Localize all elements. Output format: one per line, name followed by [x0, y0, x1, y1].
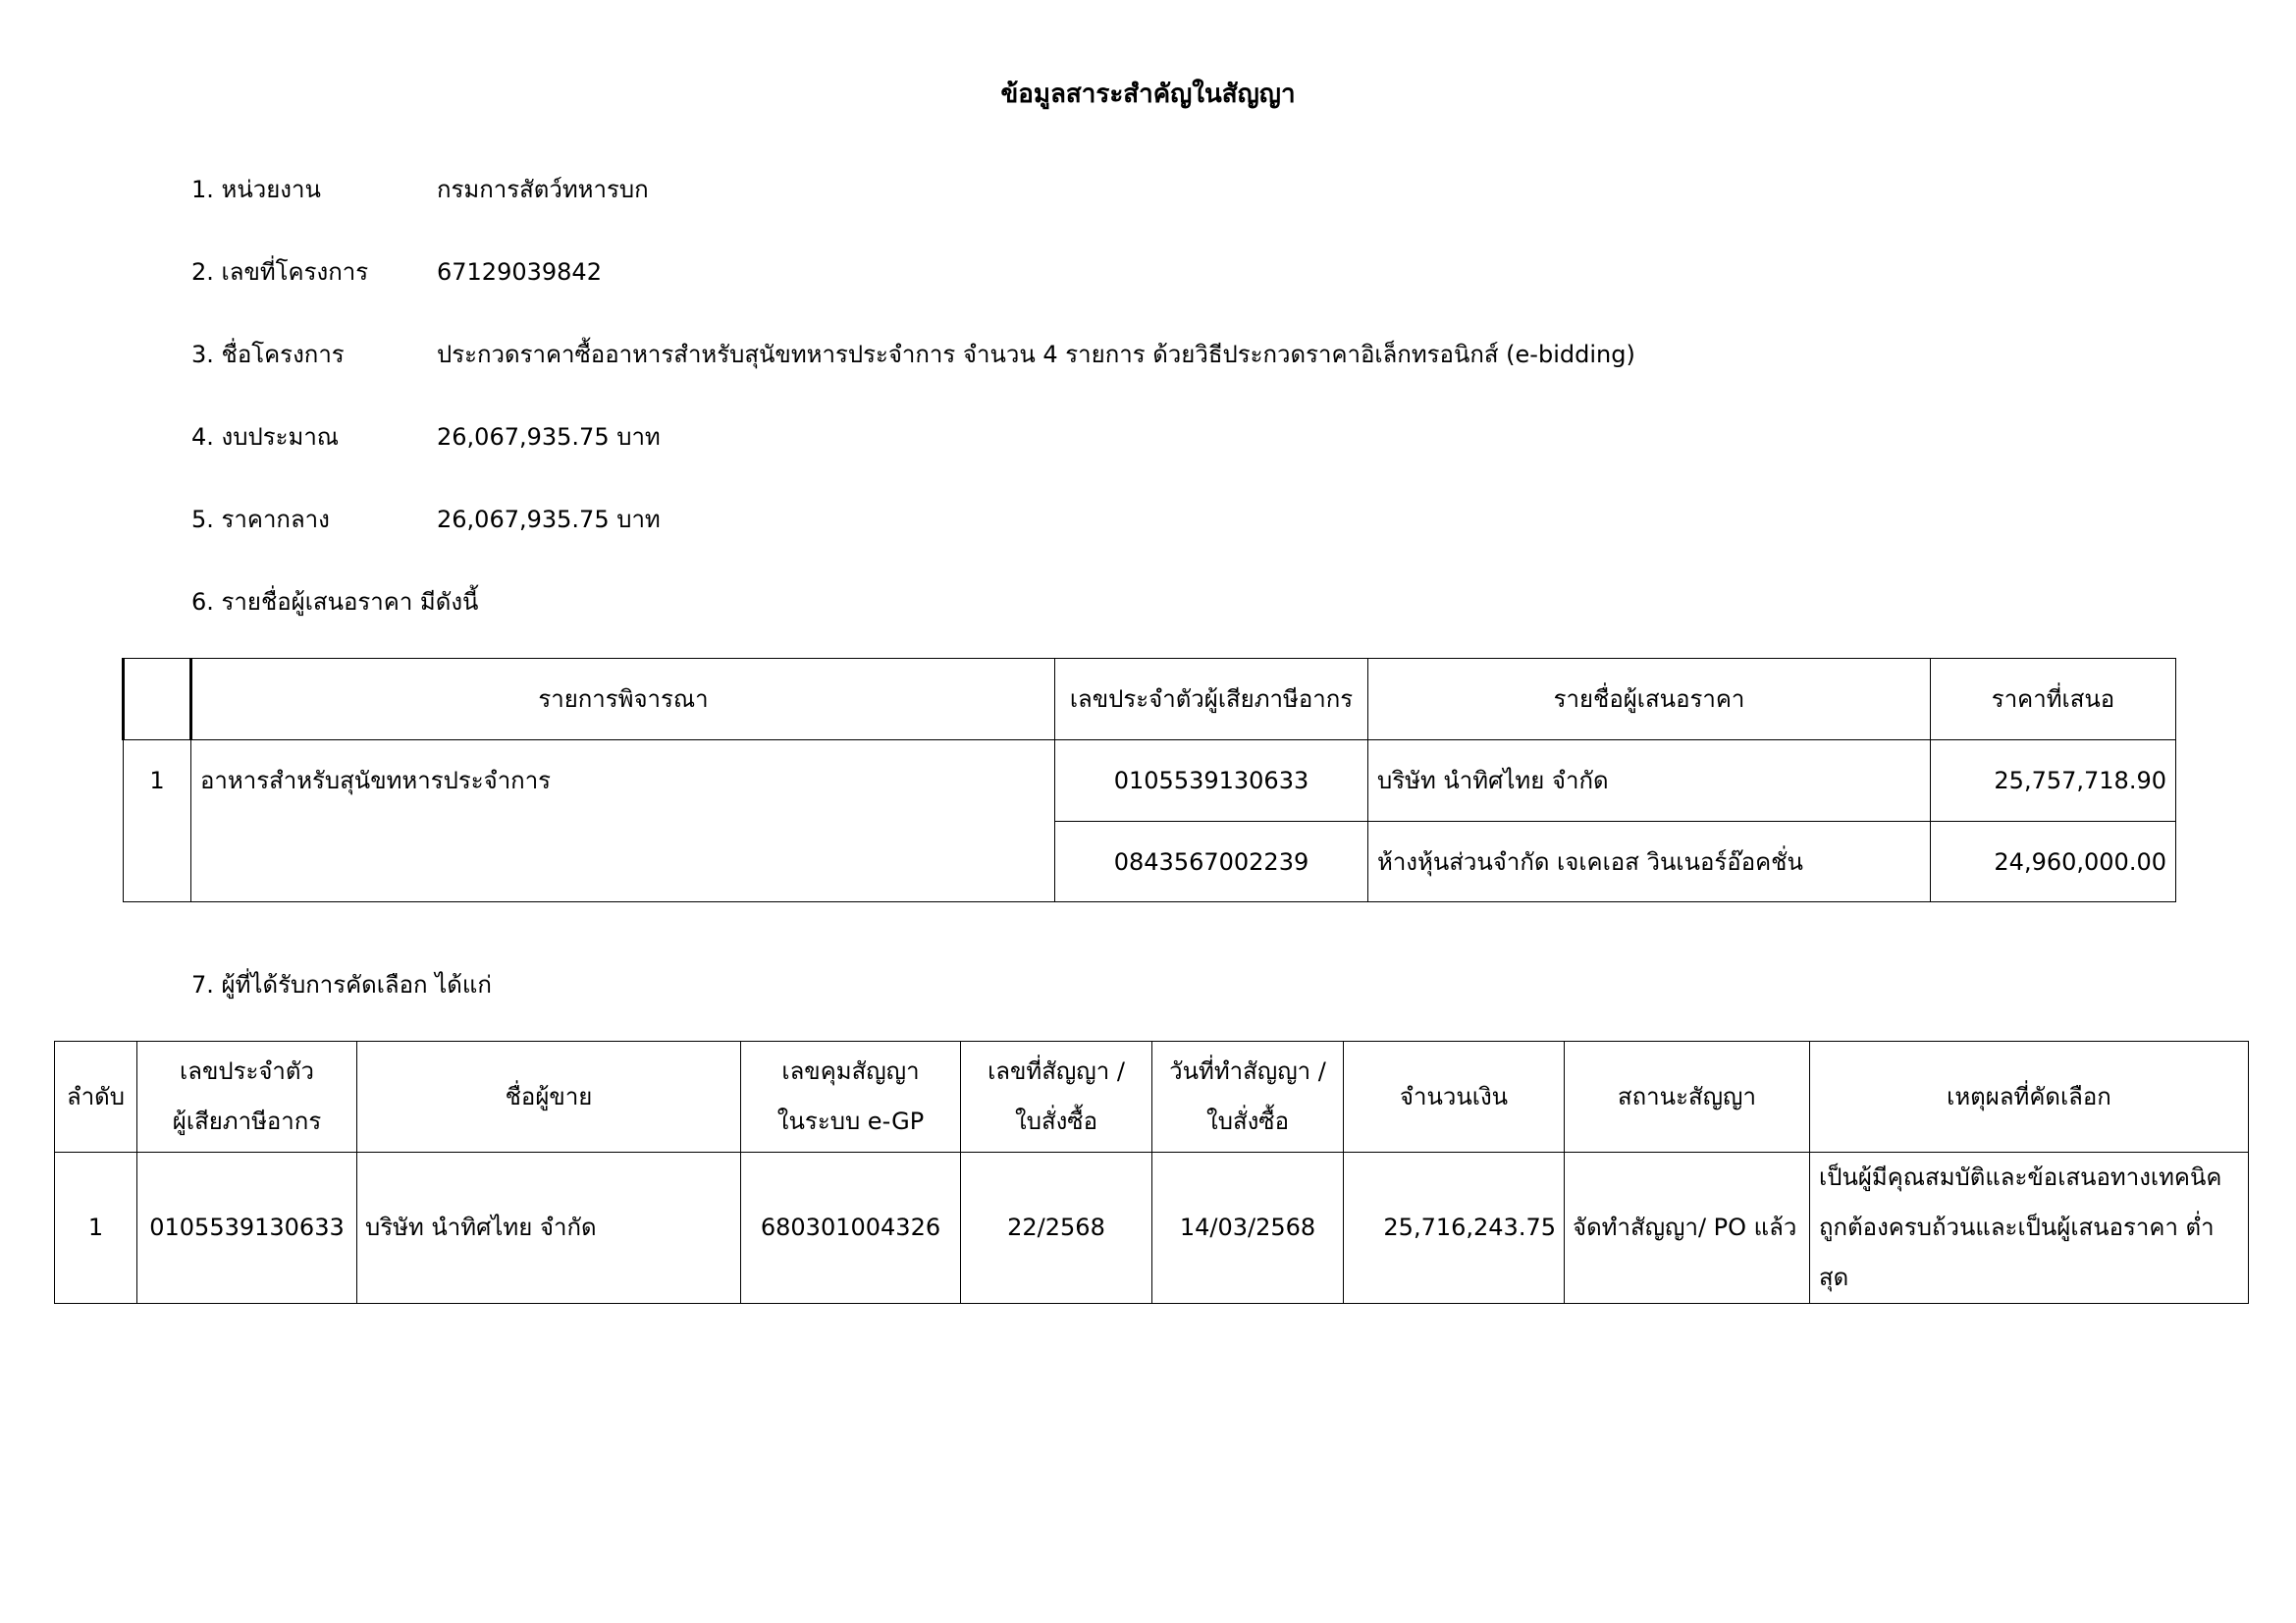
info-item-project-name [191, 338, 1635, 371]
header-line: ชื่อผู้ขาย [505, 1082, 593, 1110]
header-cell-reason [1810, 1042, 2249, 1153]
document-title: ข้อมูลสาระสำคัญในสัญญา [1000, 80, 1296, 109]
info-item-agency [191, 173, 649, 206]
bidder-name-cell: บริษัท นำทิศไทย จำกัด [1368, 740, 1931, 822]
price-cell: 24,960,000.00 [1931, 822, 2176, 902]
header-cell-contract-date [1152, 1042, 1344, 1153]
header-cell-status [1565, 1042, 1810, 1153]
header-cell-contract-no [961, 1042, 1152, 1153]
info-value: กรมการสัตว์ทหารบก [437, 176, 649, 203]
contract-date-cell: 14/03/2568 [1152, 1153, 1344, 1304]
header-line: เลขที่สัญญา / [988, 1057, 1125, 1085]
info-value: 26,067,935.75 บาท [437, 423, 661, 451]
tax-id-cell: 0843567002239 [1055, 822, 1368, 902]
header-line: เลขประจำตัว [180, 1057, 314, 1085]
header-line: เลขคุมสัญญา [781, 1057, 920, 1085]
header-line: จำนวนเงิน [1399, 1082, 1509, 1110]
header-cell-bidder-name: รายชื่อผู้เสนอราคา [1368, 659, 1931, 740]
price-cell: 25,757,718.90 [1931, 740, 2176, 822]
header-cell-order [55, 1042, 137, 1153]
info-label: 3. ชื่อโครงการ [191, 341, 345, 368]
header-cell-egp-control-no [741, 1042, 961, 1153]
header-line: ลำดับ [66, 1082, 125, 1110]
info-label: 5. ราคากลาง [191, 506, 330, 533]
header-cell-amount [1344, 1042, 1565, 1153]
info-value: 26,067,935.75 บาท [437, 506, 661, 533]
info-value: ประกวดราคาซื้ออาหารสำหรับสุนัขทหารประจำการ จำนวน 4 รายการ ด้วยวิธีประกวดราคาอิเล็กทรอนิกส์ (e-bidding) [437, 341, 1635, 368]
header-line: เหตุผลที่คัดเลือก [1947, 1082, 2111, 1110]
header-cell-item: รายการพิจารณา [191, 659, 1055, 740]
item-number-cell: 1 [124, 740, 191, 902]
item-name-cell: อาหารสำหรับสุนัขทหารประจำการ [191, 740, 1055, 902]
header-line: ในระบบ e-GP [776, 1108, 925, 1135]
order-cell: 1 [55, 1153, 137, 1304]
info-item-median-price [191, 503, 661, 536]
header-line: สถานะสัญญา [1618, 1082, 1756, 1110]
reason-cell [1810, 1153, 2249, 1304]
header-cell-index [124, 659, 191, 740]
table-row [124, 740, 2176, 822]
header-cell-tax-id: เลขประจำตัวผู้เสียภาษีอากร [1055, 659, 1368, 740]
winner-table [54, 1041, 2249, 1304]
header-line: ใบสั่งซื้อ [1014, 1108, 1098, 1135]
header-cell-price: ราคาที่เสนอ [1931, 659, 2176, 740]
info-value: 67129039842 [437, 258, 602, 286]
header-cell-tax-id [137, 1042, 357, 1153]
header-line: ใบสั่งซื้อ [1205, 1108, 1290, 1135]
bidders-table-header-row [124, 659, 2176, 740]
reason-line: สุด [1819, 1264, 1849, 1291]
info-label: 1. หน่วยงาน [191, 176, 321, 203]
egp-control-no-cell: 680301004326 [741, 1153, 961, 1304]
status-cell: จัดทำสัญญา/ PO แล้ว [1565, 1153, 1810, 1304]
bidders-heading: 6. รายชื่อผู้เสนอราคา มีดังนี้ [191, 588, 479, 616]
header-cell-seller [357, 1042, 741, 1153]
bidder-name-cell: ห้างหุ้นส่วนจำกัด เจเคเอส วินเนอร์อ๊อคชั่น [1368, 822, 1931, 902]
header-line: วันที่ทำสัญญา / [1169, 1057, 1326, 1085]
amount-cell: 25,716,243.75 [1344, 1153, 1565, 1304]
bidders-table [122, 658, 2176, 902]
winner-heading: 7. ผู้ที่ได้รับการคัดเลือก ได้แก่ [191, 971, 492, 999]
contract-no-cell: 22/2568 [961, 1153, 1152, 1304]
tax-id-cell: 0105539130633 [137, 1153, 357, 1304]
table-row [55, 1153, 2249, 1304]
info-label: 2. เลขที่โครงการ [191, 258, 369, 286]
info-label: 4. งบประมาณ [191, 423, 340, 451]
tax-id-cell: 0105539130633 [1055, 740, 1368, 822]
winner-table-header-row [55, 1042, 2249, 1153]
reason-line: เป็นผู้มีคุณสมบัติและข้อเสนอทางเทคนิค [1819, 1163, 2222, 1191]
seller-cell: บริษัท นำทิศไทย จำกัด [357, 1153, 741, 1304]
info-item-budget [191, 420, 661, 454]
reason-line: ถูกต้องครบถ้วนและเป็นผู้เสนอราคา ต่ำ [1819, 1214, 2215, 1241]
info-item-project-number [191, 255, 602, 289]
header-line: ผู้เสียภาษีอากร [172, 1108, 322, 1135]
